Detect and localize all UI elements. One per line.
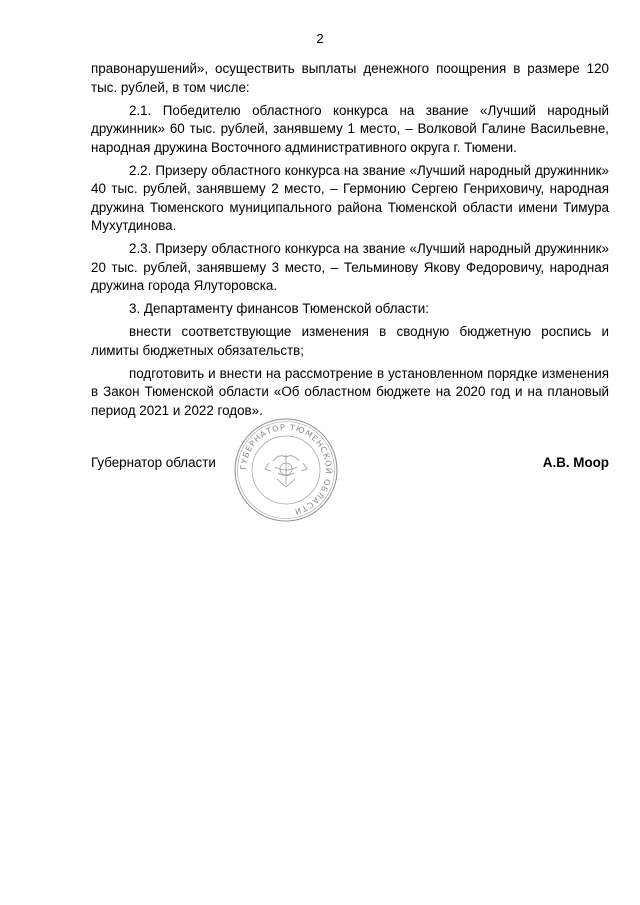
paragraph-2-1: 2.1. Победителю областного конкурса на звание «Лучший народный дружинник» 60 тыс. рублей, занявшему 1 место, – Волковой Галине Васильевне, народная дружина Восточного административного округа г. Тюмени. (91, 102, 609, 155)
seal-text: ГУБЕРНАТОР ТЮМЕНСКОЙ ОБЛАСТИ (238, 422, 334, 517)
svg-text:ГУБЕРНАТОР ТЮМЕНСКОЙ ОБЛАСТИ (239, 423, 335, 516)
official-seal-icon (233, 417, 339, 523)
page-number: 2 (316, 31, 324, 46)
paragraph-3-budget: внести соответствующие изменения в сводную бюджетную роспись и лимиты бюджетных обязательств; (91, 324, 609, 358)
paragraph-2-2: 2.2. Призеру областного конкурса на звание «Лучший народный дружинник» 40 тыс. рублей, занявшему 2 место, – Гермонию Сергею Генриховичу, народная дружина Тюменского муниципального района Тюменской области имени Тимура Мухутдинова. (91, 162, 609, 233)
paragraph-3: 3. Департаменту финансов Тюменской области: (129, 301, 429, 316)
paragraph-3-law: подготовить и внести на рассмотрение в установленном порядке изменения в Закон Тюменской области «Об областном бюджете на 2020 год и на плановый период 2021 и 2022 годов». (91, 365, 609, 418)
paragraph-2-3: 2.3. Призеру областного конкурса на звание «Лучший народный дружинник» 20 тыс. рублей, занявшему 3 место, – Тельминову Якову Федоровичу, народная дружина города Ялуторовска. (91, 241, 609, 293)
signatory-title: Губернатор области (91, 455, 216, 470)
signatory-name: А.В. Моор (542, 455, 609, 470)
paragraph-intro: правонарушений», осуществить выплаты денежного поощрения в размере 120 тыс. рублей, в том числе: (91, 61, 609, 95)
signature-block (91, 455, 609, 473)
document-body (91, 60, 609, 425)
